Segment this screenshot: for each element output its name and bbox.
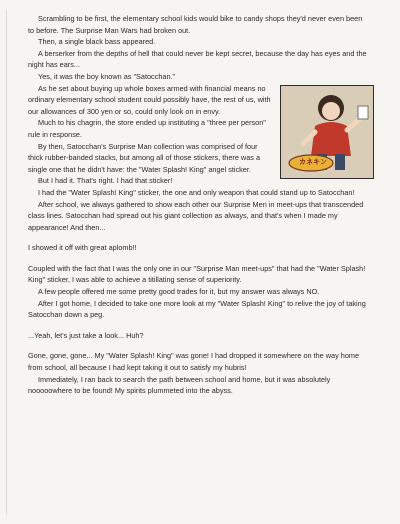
paragraph: I showed it off with great aplomb!!: [28, 243, 137, 253]
paragraph: Much to his chagrin, the store ended up instituting a "three per person" rule in response.: [28, 118, 266, 139]
paragraph: Gone, gone, gone... My "Water Splash! King" was gone! I had dropped it somewhere on the way home from school, all because I had kept taking it out to satisfy my hubris!: [28, 351, 360, 373]
paragraph: After school, we always gathered to show each other our Surprise Men in meet-ups that transcended class lines. Satocchan had spread out his giant collection as always, and that's when I made my appearance! And then...: [28, 199, 364, 232]
body-text: [28, 13, 368, 397]
paragraph: A few people offered me some pretty good trades for it, but my answer was always NO.: [38, 287, 320, 297]
paragraph: By then, Satocchan's Surprise Man collection was comprised of four thick rubber-banded stacks, but among all of those stickers, there was a single one that he didn't have: the "Water Splash! King" angel sticker.: [28, 141, 260, 174]
paragraph: Scrambling to be first, the elementary school kids would bike to candy shops they'd never even been to before. The Surprise Man Wars had broken out.: [28, 14, 363, 35]
paragraph: A berserker from the depths of hell that could never be kept secret, because the day has eyes and the night has ears...: [28, 48, 367, 70]
illustration-boy-with-sticker: [280, 85, 374, 179]
paragraph: After I got home, I decided to take one more look at my "Water Splash! King" to relive the joy of taking Satocchan down a peg.: [28, 298, 366, 320]
paragraph: Coupled with the fact that I was the only one in our "Surprise Man meet-ups" that had the "Water Splash! King" sticker, I was able to achieve a titillating sense of superiority.: [28, 263, 366, 285]
paragraph: As he set about buying up whole boxes armed with financial means no ordinary elementary school student could possibly have, the rest of us, with our allowances of 300 yen or so, could only look on in envy.: [28, 83, 271, 116]
paragraph: Then, a single black bass appeared.: [38, 37, 156, 47]
paragraph: Yes, it was the boy known as "Satocchan.": [38, 71, 176, 81]
page-edge-rule: [6, 10, 7, 514]
paragraph: But I had it. That's right. I had that sticker!: [38, 176, 173, 186]
paragraph: I had the "Water Splash! King" sticker, the one and only weapon that could stand up to Satocchan!: [38, 187, 355, 197]
paragraph: ...Yeah, let's just take a look... Huh?: [28, 330, 144, 340]
illustration-logo-mark: カネキン: [299, 158, 327, 166]
paragraph: Immediately, I ran back to search the path between school and home, but it was absolutely nooooowhere to be found! My spirits plummeted into the abyss.: [28, 374, 331, 396]
